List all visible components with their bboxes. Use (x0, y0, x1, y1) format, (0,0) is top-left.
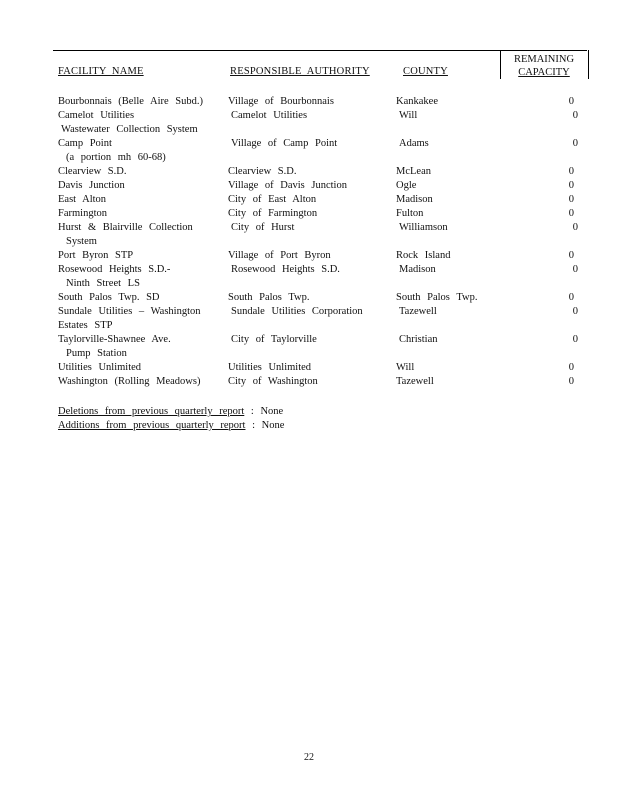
county: Tazewell (396, 376, 434, 387)
county: McLean (396, 166, 431, 177)
table-row (58, 235, 578, 249)
header-remaining-capacity (502, 53, 586, 79)
remaining-capacity: 0 (572, 222, 578, 233)
facility-name: Clearview S.D. (58, 166, 127, 177)
table-row (58, 333, 578, 347)
table-row (58, 179, 578, 193)
table-row (58, 193, 578, 207)
remaining-capacity: 0 (572, 334, 578, 345)
table-row (58, 137, 578, 151)
table-row (58, 347, 578, 361)
facility-name: Sundale Utilities – Washington (58, 306, 201, 317)
responsible-authority: Sundale Utilities Corporation (231, 306, 363, 317)
responsible-authority: Village of Bourbonnais (228, 96, 334, 107)
header-capacity: CAPACITY (518, 67, 570, 78)
facility-name: Washington (Rolling Meadows) (58, 376, 201, 387)
table-row (58, 207, 578, 221)
facility-name: System (66, 236, 97, 247)
responsible-authority: City of Farmington (228, 208, 318, 219)
remaining-capacity: 0 (572, 306, 578, 317)
county: South Palos Twp. (396, 292, 478, 303)
responsible-authority: Village of Camp Point (231, 138, 338, 149)
responsible-authority: City of Hurst (231, 222, 295, 233)
facility-name: Wastewater Collection System (61, 124, 198, 135)
responsible-authority: City of East Alton (228, 194, 317, 205)
table-row (58, 151, 578, 165)
facility-name: Camp Point (58, 138, 112, 149)
header-county: COUNTY (403, 66, 448, 77)
responsible-authority: Clearview S.D. (228, 166, 297, 177)
remaining-capacity: 0 (568, 166, 574, 177)
facility-name: Utilities Unlimited (58, 362, 142, 373)
additions-value: : None (252, 420, 285, 431)
remaining-capacity: 0 (568, 362, 574, 373)
responsible-authority: Rosewood Heights S.D. (231, 264, 340, 275)
remaining-capacity: 0 (568, 250, 574, 261)
facility-name: Rosewood Heights S.D.- (58, 264, 171, 275)
county: Madison (396, 194, 433, 205)
responsible-authority: Village of Davis Junction (228, 180, 347, 191)
table-row (58, 123, 578, 137)
responsible-authority: City of Taylorville (231, 334, 317, 345)
county: Kankakee (396, 96, 438, 107)
responsible-authority: Utilities Unlimited (228, 362, 312, 373)
county: Williamson (399, 222, 448, 233)
remaining-capacity: 0 (572, 138, 578, 149)
remaining-capacity: 0 (572, 110, 578, 121)
facility-name: Farmington (58, 208, 107, 219)
county: Ogle (396, 180, 417, 191)
header-remaining: REMAINING (513, 54, 575, 65)
county: Christian (399, 334, 438, 345)
remaining-capacity: 0 (568, 292, 574, 303)
remaining-capacity: 0 (572, 264, 578, 275)
table-row (58, 361, 578, 375)
table-row (58, 263, 578, 277)
county: Adams (399, 138, 429, 149)
county: Will (396, 362, 415, 373)
page-number: 22 (304, 752, 314, 763)
table-row (58, 109, 578, 123)
county: Rock Island (396, 250, 451, 261)
deletions-value: : None (250, 406, 284, 417)
table-row (58, 165, 578, 179)
facility-name: Estates STP (58, 320, 113, 331)
table-row (58, 305, 578, 319)
table-row (58, 291, 578, 305)
facility-name: Pump Station (66, 348, 127, 359)
responsible-authority: City of Washington (228, 376, 318, 387)
deletions-note (58, 405, 284, 419)
facility-name: Bourbonnais (Belle Aire Subd.) (58, 96, 203, 107)
responsible-authority: South Palos Twp. (228, 292, 310, 303)
facility-name: East Alton (58, 194, 107, 205)
county: Will (399, 110, 418, 121)
responsible-authority: Camelot Utilities (231, 110, 308, 121)
remaining-capacity: 0 (568, 194, 574, 205)
table-row (58, 319, 578, 333)
header-responsible-authority: RESPONSIBLE AUTHORITY (230, 66, 370, 77)
additions-note (58, 419, 284, 433)
county: Fulton (396, 208, 424, 219)
responsible-authority: Village of Port Byron (228, 250, 331, 261)
facility-name: Taylorville-Shawnee Ave. (58, 334, 171, 345)
remaining-capacity: 0 (568, 376, 574, 387)
table-row (58, 95, 578, 109)
county: Madison (399, 264, 436, 275)
change-notes (58, 405, 284, 433)
remaining-capacity: 0 (568, 180, 574, 191)
table-row (58, 375, 578, 389)
facility-name: South Palos Twp. SD (58, 292, 160, 303)
facility-table (58, 95, 578, 389)
facility-name: Ninth Street LS (66, 278, 140, 289)
table-row (58, 277, 578, 291)
additions-label: Additions from previous quarterly report (58, 420, 246, 431)
facility-name: Port Byron STP (58, 250, 134, 261)
table-row (58, 249, 578, 263)
county: Tazewell (399, 306, 437, 317)
facility-name: Camelot Utilities (58, 110, 135, 121)
facility-name: Davis Junction (58, 180, 125, 191)
remaining-capacity: 0 (568, 96, 574, 107)
header-facility-name: FACILITY NAME (58, 66, 144, 77)
remaining-capacity: 0 (568, 208, 574, 219)
deletions-label: Deletions from previous quarterly report (58, 406, 245, 417)
table-row (58, 221, 578, 235)
facility-name: (a portion mh 60-68) (66, 152, 166, 163)
facility-name: Hurst & Blairville Collection (58, 222, 193, 233)
